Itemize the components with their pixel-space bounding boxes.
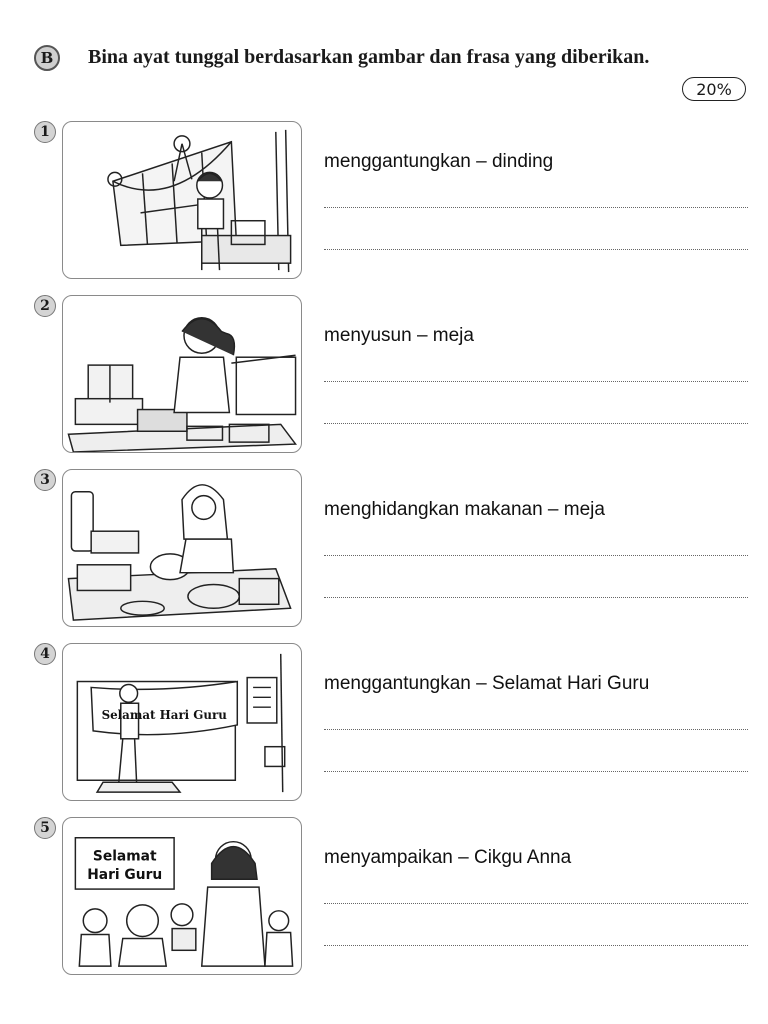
answer-line[interactable]: [324, 771, 748, 772]
picture-girl-serving-food: [62, 469, 302, 627]
question-number: 4: [34, 643, 56, 665]
picture-boy-hanging-banner: [62, 643, 302, 801]
phrase-text: menyampaikan – Cikgu Anna: [324, 847, 572, 868]
illustration-3: [63, 470, 301, 626]
illustration-1: [63, 122, 301, 278]
picture-girl-hanging-ribbons: [62, 121, 302, 279]
illustration-5: [63, 818, 301, 974]
instruction-text: Bina ayat tunggal berdasarkan gambar dan frasa yang diberikan.: [88, 46, 650, 68]
answer-line[interactable]: [324, 903, 748, 904]
question-number: 2: [34, 295, 56, 317]
question-number: 1: [34, 121, 56, 143]
question-item-4: [0, 643, 768, 813]
phrase-text: menyusun – meja: [324, 325, 474, 346]
question-item-5: [0, 817, 768, 987]
illustration-4: [63, 644, 301, 800]
answer-line[interactable]: [324, 597, 748, 598]
picture-children-greeting-teacher: [62, 817, 302, 975]
question-item-2: [0, 295, 768, 465]
illustration-2: [63, 296, 301, 452]
banner-text-line1: Selamat: [92, 848, 157, 865]
answer-line[interactable]: [324, 729, 748, 730]
question-item-1: [0, 121, 768, 291]
banner-text-line2: Hari Guru: [87, 867, 163, 884]
answer-line[interactable]: [324, 207, 748, 208]
phrase-text: menggantungkan – dinding: [324, 151, 554, 172]
phrase-text: menggantungkan – Selamat Hari Guru: [324, 673, 650, 694]
answer-line[interactable]: [324, 249, 748, 250]
answer-line[interactable]: [324, 555, 748, 556]
question-number: 5: [34, 817, 56, 839]
question-item-3: [0, 469, 768, 639]
phrase-text: menghidangkan makanan – meja: [324, 499, 605, 520]
banner-text: Selamat Hari Guru: [101, 708, 227, 723]
marks-badge: 20%: [682, 77, 746, 101]
answer-line[interactable]: [324, 945, 748, 946]
section-badge: B: [34, 45, 60, 71]
question-number: 3: [34, 469, 56, 491]
answer-line[interactable]: [324, 381, 748, 382]
picture-girl-arranging-gifts: [62, 295, 302, 453]
answer-line[interactable]: [324, 423, 748, 424]
